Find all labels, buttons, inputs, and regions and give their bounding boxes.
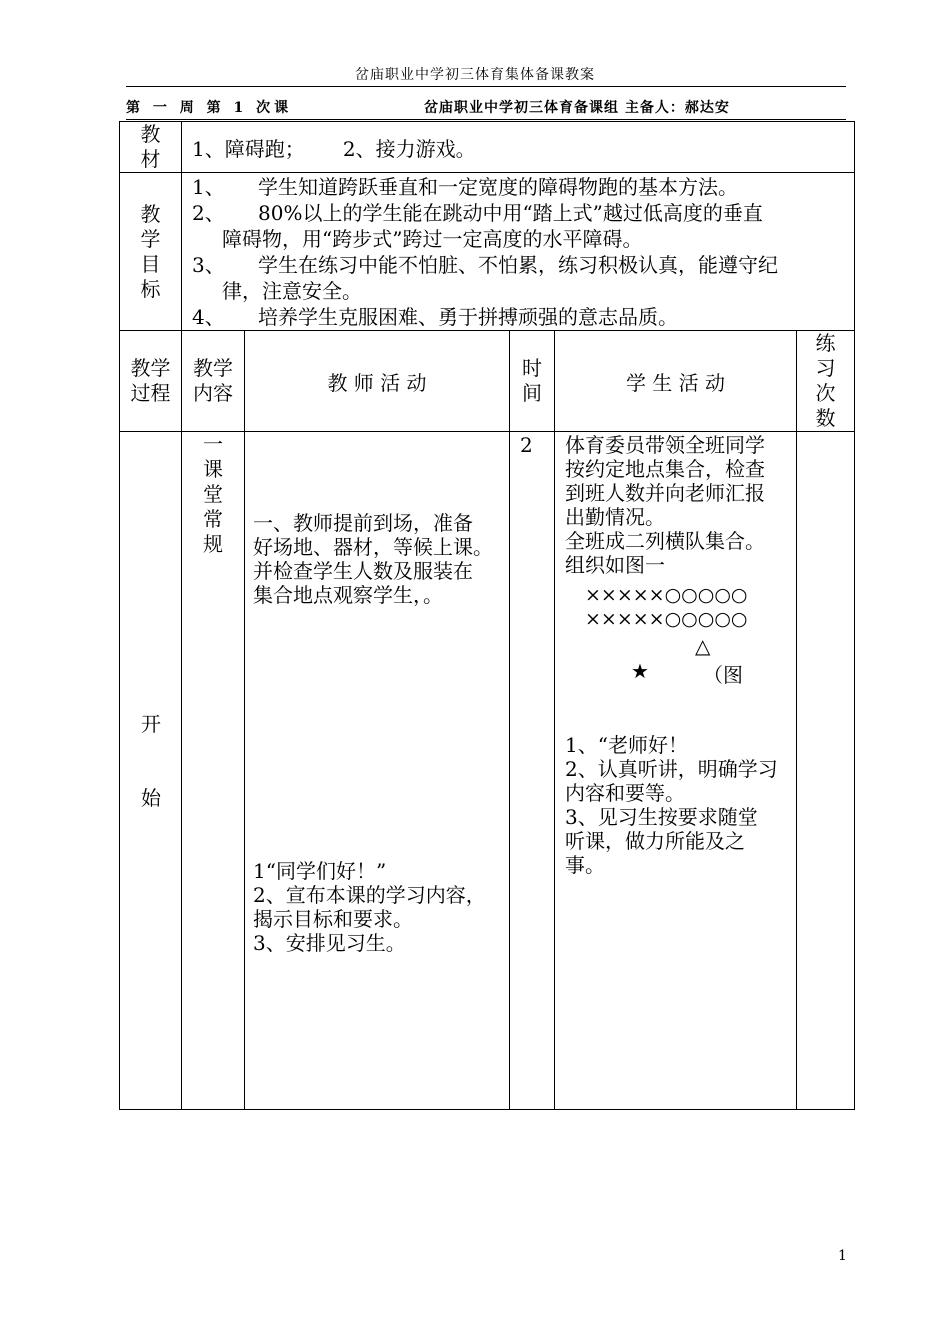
goal-item: 3、 学生在练习中能不怕脏、不怕累，练习积极认真，能遵守纪 律，注意安全。 — [192, 253, 778, 303]
star-icon: ★ — [631, 659, 649, 683]
student-activity-cell — [555, 432, 797, 1110]
time-value: 2 — [520, 433, 533, 457]
goal-item: 2、 80%以上的学生能在跳动中用“踏上式”越过低高度的垂直 障碍物，用“跨步式”跨过一定高度的水平障碍。 — [192, 201, 763, 251]
content-vertical-text: 一 课 堂 常 规 — [203, 432, 223, 556]
week-lesson-label: 第 一 周 第 1 次课 — [126, 100, 293, 116]
goal-item: 4、 培养学生克服困难、勇于拼搏顽强的意志品质。 — [192, 305, 678, 329]
practice-count-cell — [797, 432, 855, 1110]
header-rule — [126, 86, 846, 87]
goals-label-cell — [120, 173, 182, 331]
student-block-assembly: 体育委员带领全班同学 按约定地点集合，检查 到班人数并向老师汇报 出勤情况。 全班成二列横队集合。 组织如图一 — [565, 433, 765, 577]
materials-content-cell — [182, 122, 855, 173]
time-cell — [510, 432, 555, 1110]
student-block-response: 1、“老师好！ 2、认真听讲，明确学习 内容和要等。 3、见习生按要求随堂 听课，做力所能及之 事。 — [565, 733, 778, 877]
teacher-activity-cell — [245, 432, 510, 1110]
content-header: 教学 内容 — [182, 331, 245, 432]
teacher-activity-header: 教 师 活 动 — [245, 331, 510, 432]
lesson-plan-table — [119, 121, 855, 1110]
goals-label: 教 学 目 标 — [140, 201, 161, 301]
goals-content-cell — [182, 173, 855, 331]
materials-label: 教 材 — [140, 122, 161, 171]
formation-row: ×××××○○○○○ — [585, 584, 748, 606]
column-header-row — [120, 331, 855, 432]
group-author-label: 岔庙职业中学初三体育备课组 主备人：郝达安 — [424, 100, 730, 116]
formation-diagram — [585, 583, 748, 631]
time-header: 时 间 — [510, 331, 555, 432]
page-number: 1 — [838, 1248, 847, 1264]
teacher-block-routine: 一、教师提前到场，准备 好场地、器材，等候上课。 并检查学生人数及服装在 集合地点观察学生，。 — [253, 511, 493, 607]
practice-count-header: 练 习 次 数 — [797, 331, 855, 432]
figure-caption: （图 — [703, 663, 743, 687]
goals-row — [120, 173, 855, 331]
process-cell: 开 始 — [120, 432, 182, 1110]
materials-row — [120, 122, 855, 173]
materials-content: 1、障碍跑； 2、接力游戏。 — [192, 136, 476, 161]
subhead-rule — [126, 119, 846, 120]
goal-item: 1、 学生知道跨跃垂直和一定宽度的障碍物跑的基本方法。 — [192, 175, 738, 199]
content-cell — [182, 432, 245, 1110]
opening-row — [120, 432, 855, 1110]
document-title: 岔庙职业中学初三体育集体备课教案 — [355, 67, 595, 83]
materials-label-cell — [120, 122, 182, 173]
teacher-position-triangle: △ — [695, 634, 711, 658]
process-header: 教学 过程 — [120, 331, 182, 432]
teacher-block-greeting: 1“同学们好！” 2、宣布本课的学习内容， 揭示目标和要求。 3、安排见习生。 — [253, 859, 486, 955]
student-activity-header: 学 生 活 动 — [555, 331, 797, 432]
formation-row: ×××××○○○○○ — [585, 608, 748, 630]
